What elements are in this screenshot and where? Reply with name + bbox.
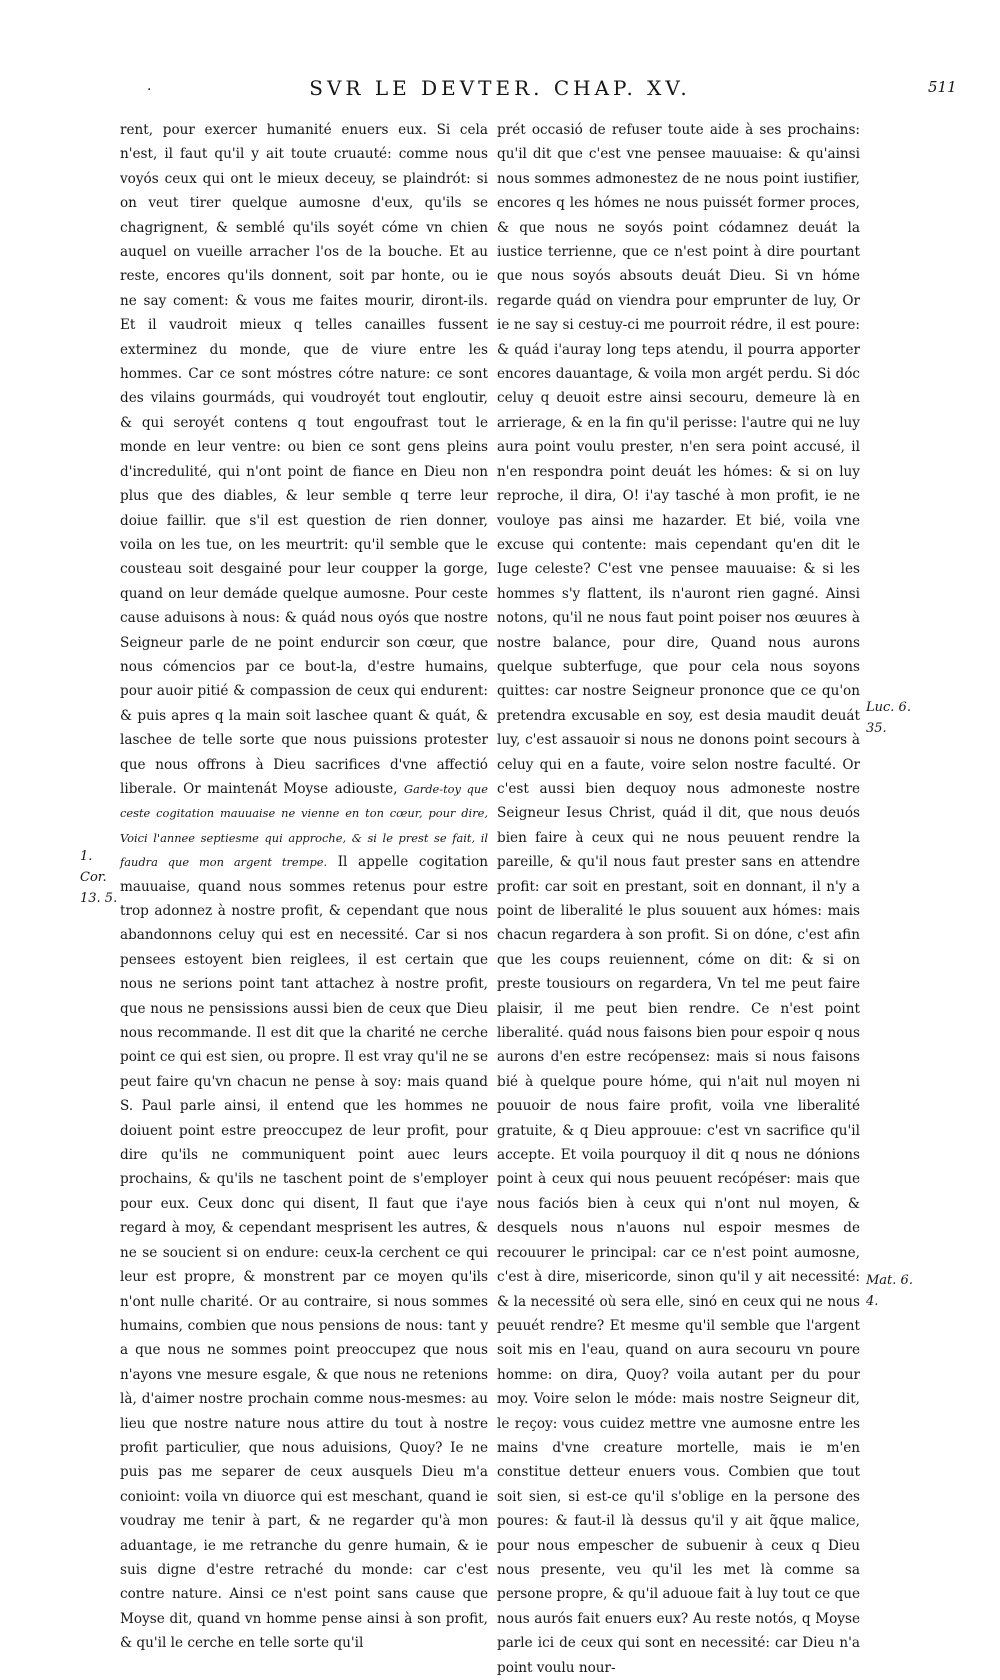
scripture-quote: Garde-toy que ceste cogitation mauuaise ne vienne en ton cœur, pour dire, Voici l'annee septiesme qui approche, & si le prest se fait, il faudra que mon argent trempe. <box>120 781 488 870</box>
running-head: SVR LE DEVTER. CHAP. XV. <box>309 76 691 100</box>
margin-note-matthew: Mat. 6. 4. <box>866 1273 913 1309</box>
left-column-text <box>120 118 488 1656</box>
right-column-text: prét occasió de refuser toute aide à ses prochains: qu'il dit que c'est vne pensee mauuaise: & qu'ainsi nous sommes admonestez de ne nous point iustifier, encores q les hómes ne nous puissét former proces, & que nous ne soyós point códamnez deuát la iustice terrienne, que ce n'est point à dire pourtant que nous soyós absouts deuát Dieu. Si vn hóme regarde quád on viendra pour emprunter de luy, Or ie ne say si cestuy-ci me pourroit rédre, il est poure: & quád i'auray long teps atendu, il pourra apporter encores dauantage, & voila mon argét perdu. Si dóc celuy q deuoit estre ainsi secouru, demeure là en arrierage, & en la fin qu'il perisse: l'autre qui ne luy aura point voulu prester, n'en sera point accusé, il n'en respondra point deuát les hómes: & si on luy reproche, il dira, O! i'ay tasché à mon profit, ie ne vouloye pas ainsi me hazarder. Et bié, voila vne excuse qui contente: mais cependant qu'en dit le Iuge celeste? C'est vne pensee mauuaise: & si les hommes s'y flattent, ils n'auront rien gagné. Ainsi notons, qu'il ne nous faut point poiser nos œuures à nostre balance, pour dire, Quand nous aurons quelque subterfuge, que pour cela nous soyons quittes: car nostre Seigneur prononce que ce qu'on pretendra excusable en soy, est desia maudit deuát luy, c'est assauoir si nous ne donons point secours à celuy qui en a faute, voire selon nostre faculté. Or c'est aussi bien dequoy nous admoneste nostre Seigneur Iesus Christ, quád il dit, que nous deuós bien faire à ceux qui ne nous peuuent rendre la pareille, & qu'il nous faut prester sans en attendre profit: car soit en prestant, soit en donnant, il n'y a point de liberalité le plus souuent aux hómes: mais chacun regardera à son profit. Si on dóne, c'est afin que les coups reuiennent, cóme on dit: & si on preste tousiours on regardera, Vn tel me peut faire plaisir, il me peut bien rendre. Ce n'est point liberalité. quád nous faisons bien pour espoir q nous aurons d'en estre recópensez: mais si nous faisons bié à quelque poure hóme, qui n'ait nul moyen ni pouuoir de nous faire profit, voila vne liberalité gratuite, & q Dieu approuue: c'est vn sacrifice qu'il accepte. Et voila pourquoy il dit q nous ne dónions point à ceux qui nous peuuent recópéser: mais que nous faciós bien à ceux qui n'ont nul moyen, & desquels nous n'auons nul espoir mesmes de recouurer le principal: car ce n'est point aumosne, c'est à dire, misericorde, sinon qu'il y ait necessité: & la necessité où sera elle, sinó en ceux qui ne nous peuuét rendre? Et mesme qu'il semble que l'argent soit mis en l'eau, quand on aura secouru vn poure homme: on dira, Quoy? voila autant per du pour moy. Voire selon le móde: mais nostre Seigneur dit, le reçoy: vous cuidez mettre vne aumosne entre les mains d'vne creature mortelle, mais ie m'en constitue detteur enuers vous. Combien que tout soit sien, si est-ce qu'il s'oblige en la persone des poures: & faut-il là dessus qu'il y ait q̃que malice, pour nous empescher de subuenir à ceux q Dieu nous presente, veu qu'il les met là comme sa persone propre, & qu'il aduoue fait à luy tout ce que nous aurós fait enuers eux? Au reste notós, q Moyse parle ici de ceux qui sont en necessité: car Dieu n'a point voulu nour- <box>497 122 860 1676</box>
right-text-column <box>497 118 860 1676</box>
left-column-text-part-2: Il appelle cogitation mauuaise, quand nous sommes retenus pour estre trop adonnez à nostre profit, & cependant que nous abandonnons celuy qui est en necessité. Car si nos pensees estoyent bien reiglees, il est certain que nous ne serions point tant attachez à nostre profit, que nous ne pensissions aussi bien de ceux que Dieu nous recommande. Il est dit que la charité ne cerche point ce qui est sien, ou propre. Il est vray qu'il ne se peut faire qu'vn chacun ne pense à soy: mais quand S. Paul parle ainsi, il entend que les hommes ne doiuent point estre preoccupez de leur profit, pour dire qu'ils ne communiquent point auec leurs prochains, & qu'ils ne taschent point de s'employer pour eux. Ceux donc qui disent, Il faut que i'aye regard à moy, & cependant mesprisent les autres, & ne se soucient si on endure: ceux-la cerchent ce qui leur est propre, & monstrent par ce moyen qu'ils n'ont nulle charité. Or au contraire, si nous sommes humains, combien que nous pensions de nous: tant y a que nous ne sommes point preoccupez que nous n'ayons vne mesure esgale, & que nous ne retenions là, d'aimer nostre prochain comme nous-mesmes: au lieu que nostre nature nous attire du tout à nostre profit particulier, que nous aduisions, Quoy? Ie ne puis pas me separer de ceux ausquels Dieu m'a conioint: voila vn diuorce qui est meschant, quand ie voudray me tenir à part, & ne regarder qu'à mon aduantage, ie me retranche du genre humain, & ie suis digne d'estre retraché du monde: car c'est contre nature. Ainsi ce n'est point sans cause que Moyse dit, quand vn homme pense ainsi à son profit, & qu'il le cerche en telle sorte qu'il <box>120 854 488 1652</box>
page-number: 511 <box>928 78 957 96</box>
margin-note-corinthians: 1. Cor. 13. 5. <box>80 849 118 906</box>
margin-note-luke: Luc. 6. 35. <box>866 700 911 736</box>
left-text-column <box>120 118 488 1652</box>
left-column-text-part-1: rent, pour exercer humanité enuers eux. Si cela n'est, il faut qu'il y ait toute cruauté: comme nous voyós ceux qui ont le mieux deceuy, se plaindrót: si on veut tirer quelque aumosne d'eux, qu'ils se chagrignent, & semblé qu'ils soyét cóme vn chien auquel on vueille arracher l'os de la bouche. Et au reste, encores qu'ils donnent, soit par honte, ou ie ne say coment: & vous me faites mourir, diront-ils. Et il vaudroit mieux q telles canailles fussent exterminez du monde, que de viure entre les hommes. Car ce sont móstres cótre nature: ce sont des vilains gourmáds, qui voudroyét tout engloutir, & qui seroyét contens q tout engoufrast tout le monde en leur ventre: ou bien ce sont gens pleins d'incredulité, qui n'ont point de fiance en Dieu non plus que des diables, & leur semble q terre leur doiue faillir. que s'il est question de rien donner, voila on les tue, on les meurtrit: qu'il semble que le cousteau soit desgainé pour leur coupper la gorge, quand on leur demáde quelque aumosne. Pour ceste cause aduisons à nous: & quád nous oyós que nostre Seigneur parle de ne point endurcir son cœur, que nous cómencios par ce bout-la, d'estre humains, pour auoir pitié & compassion de ceux qui endurent: & puis apres q la main soit laschee quant & quát, & laschee de telle sorte que nous puissions protester que nous offrons à Dieu sacrifices d'vne affectió liberale. Or maintenát Moyse adiouste, <box>120 122 488 797</box>
page-mark: · <box>147 82 152 98</box>
